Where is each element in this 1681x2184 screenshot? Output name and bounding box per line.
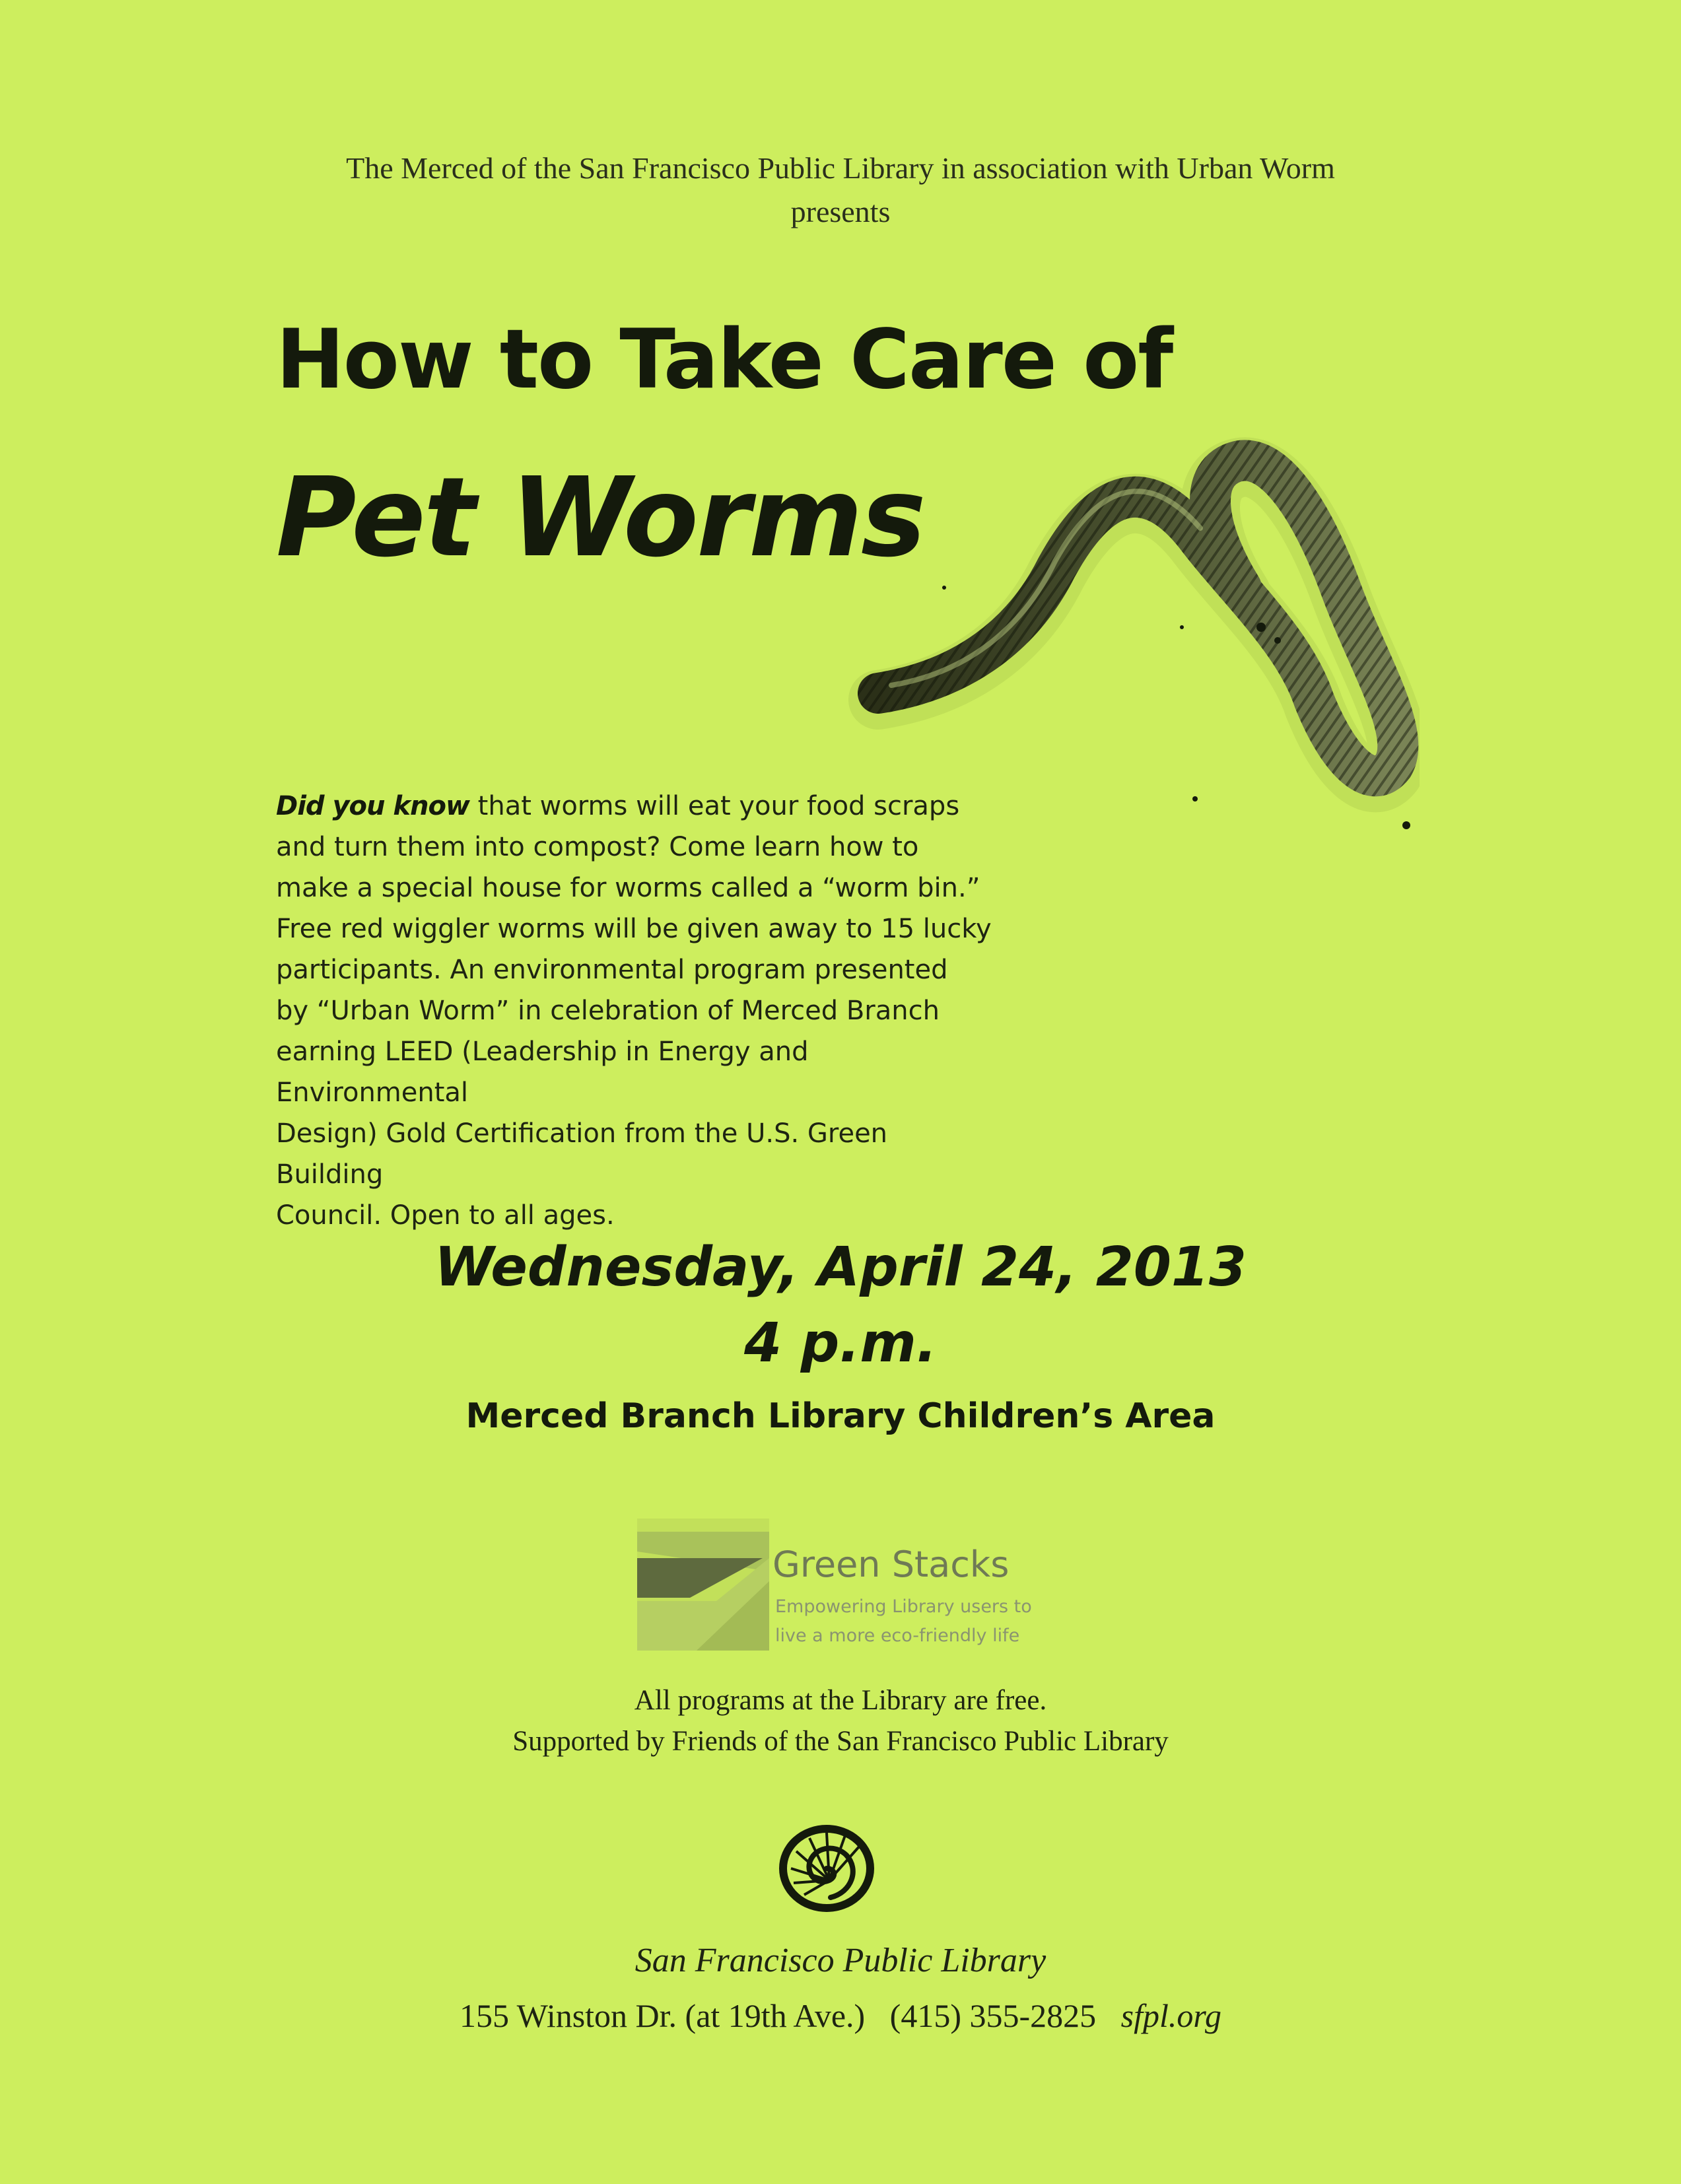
- description-line-1: that worms will eat your food scraps: [469, 791, 960, 821]
- sfpl-nautilus-logo-icon: [774, 1822, 879, 1915]
- event-time: 4 p.m.: [743, 1312, 938, 1375]
- description-line-8: Design) Gold Certification from the U.S. Green Building: [276, 1118, 888, 1190]
- presenter-line-1: The Merced of the San Francisco Public Library in association with Urban Worm: [346, 151, 1335, 185]
- presenter-line-2: presents: [790, 195, 891, 228]
- description-line-9: Council. Open to all ages.: [276, 1200, 615, 1231]
- description: [276, 786, 1002, 1236]
- presenter-line: [0, 147, 1681, 234]
- description-lead: Did you know: [276, 791, 469, 821]
- footer-notes: [0, 1680, 1681, 1762]
- event-date: Wednesday, April 24, 2013: [434, 1236, 1247, 1299]
- description-line-7: earning LEED (Leadership in Energy and Environmental: [276, 1037, 809, 1108]
- description-line-4: Free red wiggler worms will be given away to 15 lucky: [276, 914, 992, 944]
- description-line-2: and turn them into compost? Come learn how to: [276, 832, 919, 862]
- title-line-2: Pet Worms: [276, 454, 924, 582]
- library-contact: [0, 1993, 1681, 2039]
- library-name: San Francisco Public Library: [635, 1942, 1046, 1979]
- description-line-5: participants. An environmental program presented: [276, 955, 948, 985]
- green-stacks-tagline-1: Empowering Library users to: [775, 1596, 1032, 1617]
- title-line-1: How to Take Care of: [276, 312, 1173, 407]
- event-venue: Merced Branch Library Children’s Area: [465, 1396, 1216, 1436]
- description-line-6: by “Urban Worm” in celebration of Merced Branch: [276, 996, 940, 1026]
- green-stacks-logo-icon: [637, 1519, 769, 1651]
- description-line-3: make a special house for worms called a “worm bin.”: [276, 873, 980, 903]
- green-stacks-title: Green Stacks: [772, 1544, 1010, 1585]
- library-address: 155 Winston Dr. (at 19th Ave.): [460, 1997, 866, 2034]
- footer-note-2: Supported by Friends of the San Francisco Public Library: [512, 1726, 1169, 1757]
- library-website-link[interactable]: sfpl.org: [1120, 1997, 1221, 2034]
- library-phone: (415) 355-2825: [889, 1997, 1097, 2034]
- green-stacks-tagline-2: live a more eco-friendly life: [775, 1625, 1020, 1646]
- green-stacks-tagline: [775, 1592, 1032, 1651]
- footer-note-1: All programs at the Library are free.: [634, 1685, 1047, 1716]
